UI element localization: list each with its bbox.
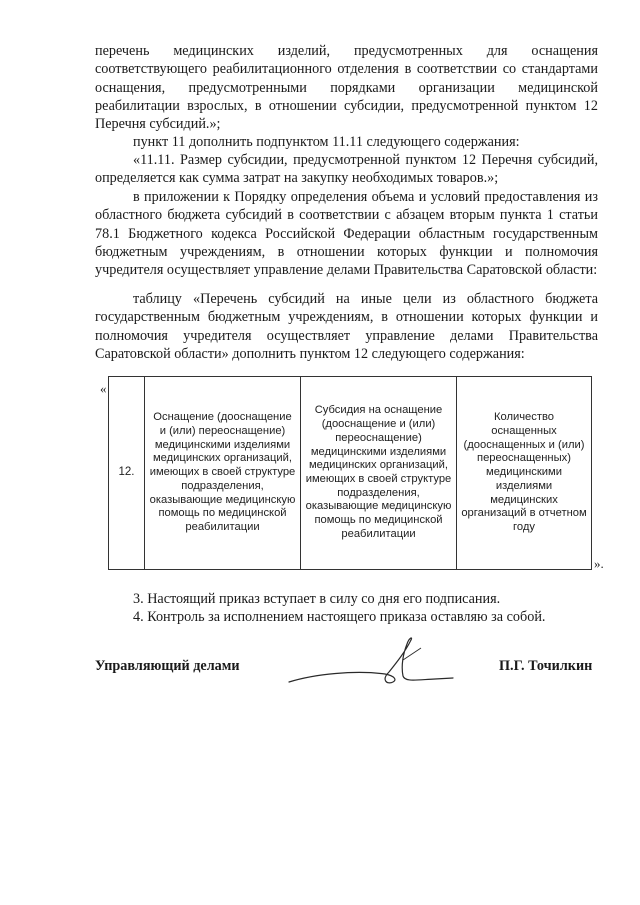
signatory-name: П.Г. Точилкин [499,658,593,674]
paragraph-table-supplement: таблицу «Перечень субсидий на иные цели из областного бюджета государственным бюджетным учреждениям, в отношении которых функции и полномочия учредителя осуществляет управление делами Правительства Саратовской области» дополнить пунктом 12 следующего содержания: [95,291,598,362]
paragraph-11-11: «11.11. Размер субсидии, предусмотренной пунктом 12 Перечня субсидий, определяется как сумма затрат на закупку необходимых товаров.»; [95,152,598,187]
signatory-position: Управляющий делами [95,658,240,674]
handwritten-signature [285,630,455,690]
subsidy-table [108,376,592,570]
close-quote: ». [594,556,604,571]
row-number: 12. [109,377,145,570]
table-row [109,377,592,570]
subsidy-name-cell: Субсидия на оснащение (дооснащение и (или) переоснащение) медицинскими изделиями медицинских организаций, имеющих в своей структуре подразделения, оказывающие медицинскую помощь по медицинской реабилитации [301,377,457,570]
open-quote: « [100,381,107,396]
paragraph-medical-devices-list: перечень медицинских изделий, предусмотренных для оснащения соответствующего реабилитационного отделения в соответствии со стандартами оснащения, предусмотренными порядками организации медицинской реабилитации взрослых, в отношении субсидии, предусмотренной пунктом 12 Перечня субсидий.»; [95,43,598,133]
item-4: 4. Контроль за исполнением настоящего приказа оставляю за собой. [133,609,546,625]
result-indicator-cell: Количество оснащенных (дооснащенных и (или) переоснащенных) медицинскими изделиями медицинских организаций в отчетном году [457,377,592,570]
paragraph-point-11: пункт 11 дополнить подпунктом 11.11 следующего содержания: [133,134,520,150]
item-3: 3. Настоящий приказ вступает в силу со дня его подписания. [133,591,501,607]
subsidy-purpose-cell: Оснащение (дооснащение и (или) переоснащение) медицинскими изделиями медицинских организаций, имеющих в своей структуре подразделения, оказывающие медицинскую помощь по медицинской реабилитации [145,377,301,570]
paragraph-appendix: в приложении к Порядку определения объема и условий предоставления из областного бюджета субсидий в соответствии с абзацем вторым пункта 1 статьи 78.1 Бюджетного кодекса Российской Федерации областным государственным бюджетным учреждениям, в отношении которых функции и полномочия учредителя осуществляет управление делами Правительства Саратовской области: [95,189,598,279]
